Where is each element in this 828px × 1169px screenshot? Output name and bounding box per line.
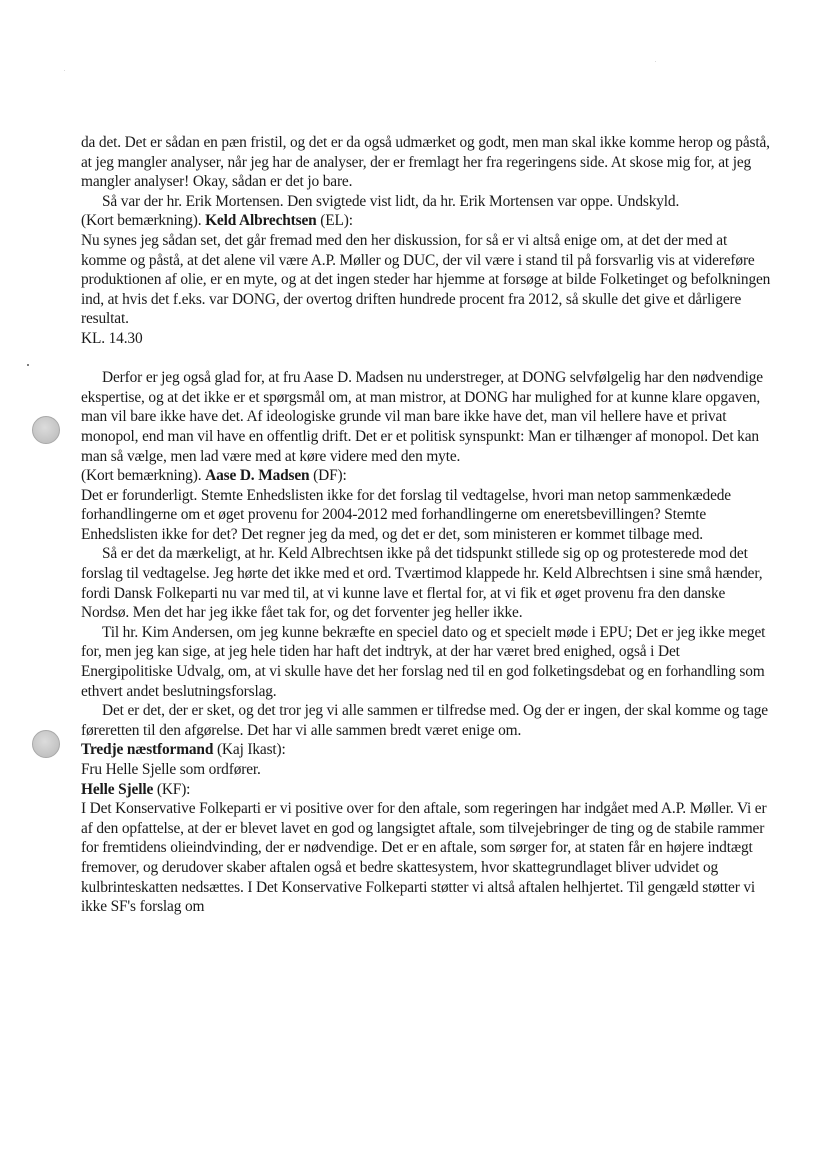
document-body <box>81 133 771 917</box>
speaker-party: (DF): <box>309 467 347 485</box>
paragraph: Nu synes jeg sådan set, det går fremad med den her diskussion, for så er vi altså enige om, at det der med at komme og påstå, at det alene vil være A.P. Møller og DUC, der vil være i stand til på forsvarlig vis at videreføre produktionen af olie, er en myte, og at det ingen steder har hjemme at forsøge at bilde Folketinget og befolkningen ind, at hvis det f.eks. var DONG, der overtog driften hundrede procent fra 2012, så skulle det give et dårligere resultat. <box>81 231 771 328</box>
paragraph: Det er det, der er sket, og det tror jeg vi alle sammen er tilfredse med. Og der er ingen, der skal komme og tage føreretten til den afgørelse. Det har vi alle sammen bredt været enige om. <box>81 702 768 739</box>
paragraph: Til hr. Kim Andersen, om jeg kunne bekræfte en speciel dato og et specielt møde i EPU; Det er jeg ikke meget for, men jeg kan sige, at jeg hele tiden har haft det indtryk, at der har været bred enighed, også i Det Energipolitiske Udvalg, om, at vi skulle have det her forslag ned til en god folketingsdebat og en forhandling som ethvert andet beslutningsforslag. <box>81 623 766 700</box>
speaker-prefix: (Kort bemærkning). <box>81 467 206 485</box>
scan-speck <box>27 364 29 366</box>
speaker-name: Aase D. Madsen <box>205 467 310 485</box>
punch-hole <box>32 416 60 444</box>
paragraph: Så var der hr. Erik Mortensen. Den svigtede vist lidt, da hr. Erik Mortensen var oppe. Undskyld. <box>102 192 680 210</box>
speaker-name: Helle Sjelle <box>81 780 154 798</box>
paragraph: Derfor er jeg også glad for, at fru Aase D. Madsen nu understreger, at DONG selvfølgelig har den nødvendige ekspertise, og at det ikke er et spørgsmål om, at man mistror, at DONG har mulighed for at kunne klare opgaven, man vil bare ikke have det. Af ideologiske grunde vil man bare ikke have det, man vil hellere have et privat monopol, end man vil have en offentlig drift. Det er et politisk synspunkt: Man er tilhænger af monopol. Det kan man så vælge, men lad være med at køre videre med den myte. <box>81 369 763 465</box>
paragraph: Så er det da mærkeligt, at hr. Keld Albrechtsen ikke på det tidspunkt stillede sig op og protesterede mod det forslag til vedtagelse. Jeg hørte det ikke med et ord. Tværtimod klappede hr. Keld Albrechtsen i sine små hænder, fordi Dansk Folkeparti nu var med til, at vi kunne lave et flertal for, at vi fik et øget provenu fra den danske Nordsø. Men det har jeg ikke fået tak for, og det forventer jeg heller ikke. <box>81 545 763 622</box>
paragraph: da det. Det er sådan en pæn fristil, og det er da også udmærket og godt, men man skal ikke komme herop og påstå, at jeg mangler analyser, når jeg har de analyser, der er fremlagt her fra regeringens side. At skose mig for, at jeg mangler analyser! Okay, sådan er det jo bare. <box>81 134 770 191</box>
speaker-prefix: (Kort bemærkning). <box>81 212 206 230</box>
timestamp: KL. 14.30 <box>81 329 143 347</box>
speaker-heading <box>81 780 771 800</box>
speaker-role: (Kaj Ikast): <box>213 741 286 759</box>
speaker-name: Keld Albrechtsen <box>205 212 317 230</box>
scan-speck <box>64 70 65 71</box>
speaker-heading <box>81 211 771 231</box>
speaker-heading <box>81 740 771 760</box>
punch-hole <box>32 730 60 758</box>
paragraph: Fru Helle Sjelle som ordfører. <box>81 761 261 778</box>
speaker-name: Tredje næstformand <box>81 741 214 759</box>
speaker-party: (EL): <box>316 212 353 230</box>
speaker-heading <box>81 466 771 486</box>
speaker-party: (KF): <box>153 780 191 798</box>
scan-speck <box>655 61 656 62</box>
paragraph: I Det Konservative Folkeparti er vi positive over for den aftale, som regeringen har indgået med A.P. Møller. Vi er af den opfattelse, at der er blevet lavet en god og langsigtet aftale, som tilvejebringer de ting og de stabile rammer for fremtidens olieindvinding, der er nødvendige. Det er en aftale, som sørger for, at staten får en højere indtægt fremover, og derudover skaber aftalen også et bedre skattesystem, hvor skattegrundlaget bliver udvidet og kulbrinteskatten nedsættes. I Det Konservative Folkeparti støtter vi altså aftalen helhjertet. Til gengæld støtter vi ikke SF's forslag om <box>81 800 767 916</box>
paragraph: Det er forunderligt. Stemte Enhedslisten ikke for det forslag til vedtagelse, hvori man netop sammenkædede forhandlingerne om et øget provenu for 2004-2012 med forhandlingerne om eneretsbevillingen? Stemte Enhedslisten ikke for det? Det regner jeg da med, og det er det, som ministeren er kommet tilbage med. <box>81 486 731 543</box>
